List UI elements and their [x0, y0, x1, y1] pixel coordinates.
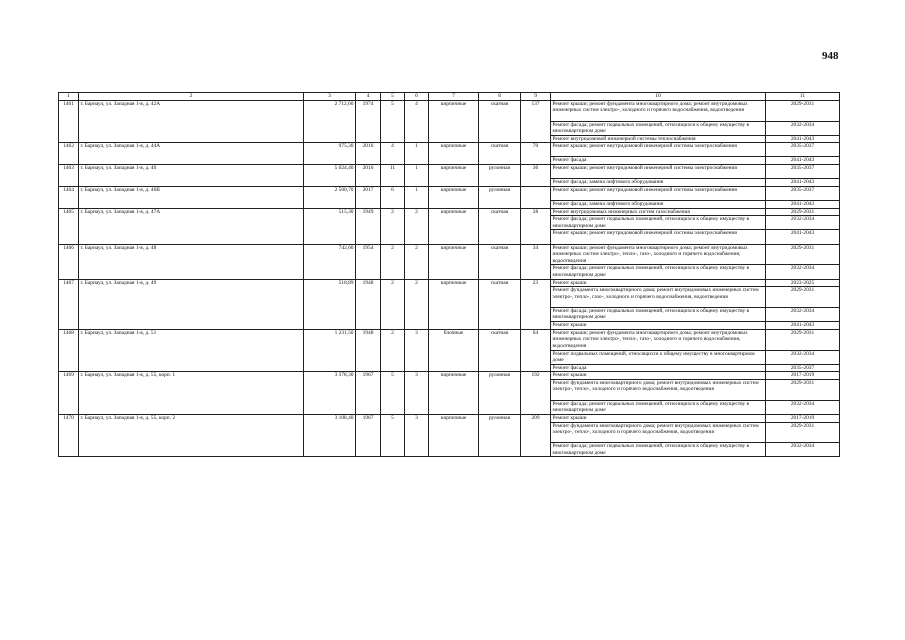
work-term: 2035-2037	[766, 143, 840, 157]
building-entrances: 2	[405, 279, 429, 329]
col-header: 2	[79, 93, 304, 101]
building-entrances: 2	[405, 208, 429, 244]
building-area: 518,89	[304, 279, 356, 329]
building-floors: 5	[381, 100, 405, 143]
work-term: 2041-2043	[766, 230, 840, 244]
work-description: Ремонт крыши	[551, 322, 766, 330]
work-term: 2035-2037	[766, 165, 840, 179]
building-number: 1461	[59, 100, 79, 143]
building-address: г. Барнаул, ул. Западная 1-я, д. 44А	[79, 143, 304, 165]
table-row	[59, 372, 840, 380]
building-number: 1464	[59, 186, 79, 208]
col-header: 8	[479, 93, 521, 101]
building-year: 1974	[356, 100, 381, 143]
building-year: 2016	[356, 143, 381, 165]
building-entrances: 3	[405, 414, 429, 457]
work-term: 2032-2034	[766, 216, 840, 230]
work-term: 2041-2043	[766, 179, 840, 187]
work-term: 2032-2034	[766, 400, 840, 414]
work-description: Ремонт внутридомовой инженерной системы теплоснабжения	[551, 135, 766, 143]
building-address: г. Барнаул, ул. Западная 1-я, д. 46В	[79, 186, 304, 208]
work-term: 2041-2043	[766, 322, 840, 330]
building-entrances: 3	[405, 329, 429, 372]
work-description: Ремонт фундамента многоквартирного дома; ремонт внутридомовых инженерных систем электро-, тепло-, холодного и горячего водоснабжения, водоотведения	[551, 379, 766, 400]
table-row	[59, 186, 840, 200]
table-body	[59, 100, 840, 457]
col-header: 4	[356, 93, 381, 101]
roof-type: скатная	[479, 279, 521, 329]
building-number: 1466	[59, 244, 79, 279]
work-term: 2029-2031	[766, 208, 840, 216]
building-floors: 2	[381, 208, 405, 244]
building-floors: 11	[381, 165, 405, 187]
work-description: Ремонт крыши; ремонт фундамента многоквартирного дома; ремонт внутридомовых инженерных систем электро-, тепло-, газо-, холодного и горячего водоснабжения, водоотведения	[551, 244, 766, 265]
building-address: г. Барнаул, ул. Западная 1-я, д. 46	[79, 165, 304, 187]
apartment-count: 209	[521, 414, 551, 457]
building-entrances: 1	[405, 186, 429, 208]
table-row	[59, 279, 840, 287]
work-term: 2017-2019	[766, 372, 840, 380]
roof-type: скатная	[479, 329, 521, 372]
building-floors: 2	[381, 279, 405, 329]
work-description: Ремонт фасада; ремонт подвальных помещений, относящихся к общему имуществу в многоквартирном доме	[551, 216, 766, 230]
work-description: Ремонт фасада	[551, 157, 766, 165]
work-term: 2032-2034	[766, 443, 840, 457]
apartment-count: 36	[521, 165, 551, 187]
col-header: 6	[405, 93, 429, 101]
apartment-count: 23	[521, 279, 551, 329]
work-term: 2029-2031	[766, 379, 840, 400]
wall-material: кирпичные	[429, 244, 479, 279]
roof-type: скатная	[479, 208, 521, 244]
building-entrances: 3	[405, 372, 429, 415]
table-row	[59, 329, 840, 350]
work-term: 2029-2031	[766, 329, 840, 350]
building-year: 1948	[356, 329, 381, 372]
work-term: 2032-2034	[766, 307, 840, 321]
work-description: Ремонт крыши; ремонт фундамента многоквартирного дома; ремонт внутридомовых инженерных систем электро-, холодного и горячего водоснабжения, водоотведения	[551, 100, 766, 121]
work-term: 2029-2031	[766, 422, 840, 443]
wall-material: кирпичные	[429, 100, 479, 143]
work-description: Ремонт фасада; замена лифтового оборудования	[551, 179, 766, 187]
building-number: 1467	[59, 279, 79, 329]
building-floors: 2	[381, 329, 405, 372]
work-term: 2029-2031	[766, 244, 840, 265]
col-header: 1	[59, 93, 79, 101]
work-description: Ремонт фундамента многоквартирного дома; ремонт внутридомовых инженерных систем электро-, тепло-, холодного и горячего водоснабжения, водоотведения	[551, 422, 766, 443]
table-row	[59, 100, 840, 121]
work-description: Ремонт фасада	[551, 364, 766, 372]
building-address: г. Барнаул, ул. Западная 1-я, д. 42А	[79, 100, 304, 143]
col-header: 10	[551, 93, 766, 101]
work-description: Ремонт фасада; ремонт подвальных помещений, относящихся к общему имуществу в многоквартирном доме	[551, 400, 766, 414]
work-description: Ремонт крыши	[551, 414, 766, 422]
building-floors: 5	[381, 414, 405, 457]
table-row	[59, 244, 840, 265]
col-header: 9	[521, 93, 551, 101]
roof-type: скатная	[479, 244, 521, 279]
work-description: Ремонт крыши	[551, 372, 766, 380]
roof-type: рулонная	[479, 372, 521, 415]
building-number: 1470	[59, 414, 79, 457]
roof-type: рулонная	[479, 165, 521, 187]
building-floors: 5	[381, 372, 405, 415]
building-area: 742,60	[304, 244, 356, 279]
building-entrances: 1	[405, 165, 429, 187]
building-year: 1948	[356, 279, 381, 329]
roof-type: скатная	[479, 143, 521, 165]
building-address: г. Барнаул, ул. Западная 1-я, д. 47А	[79, 208, 304, 244]
roof-type: скатная	[479, 100, 521, 143]
building-entrances: 1	[405, 143, 429, 165]
header-row	[59, 93, 840, 101]
building-entrances: 2	[405, 244, 429, 279]
table-row	[59, 143, 840, 157]
work-description: Ремонт внутридомовых инженерных систем газоснабжения	[551, 208, 766, 216]
work-description: Ремонт фасада; ремонт подвальных помещений, относящихся к общему имуществу в многоквартирном доме	[551, 121, 766, 135]
work-term: 2041-2043	[766, 157, 840, 165]
building-year: 1967	[356, 372, 381, 415]
wall-material: блочные	[429, 329, 479, 372]
apartment-count: 28	[521, 208, 551, 244]
building-floors: 6	[381, 186, 405, 208]
building-floors: 4	[381, 143, 405, 165]
capital-repair-table	[58, 92, 840, 457]
wall-material: кирпичные	[429, 414, 479, 457]
work-term: 2023-2025	[766, 279, 840, 287]
wall-material: кирпичные	[429, 186, 479, 208]
building-address: г. Барнаул, ул. Западная 1-я, д. 49	[79, 279, 304, 329]
work-term: 2029-2031	[766, 100, 840, 121]
building-entrances: 4	[405, 100, 429, 143]
building-year: 1949	[356, 208, 381, 244]
building-floors: 2	[381, 244, 405, 279]
building-area: 2 500,70	[304, 186, 356, 208]
work-description: Ремонт крыши; ремонт внутридомовой инженерной системы электроснабжения	[551, 143, 766, 157]
building-address: г. Барнаул, ул. Западная 1-я, д. 48	[79, 244, 304, 279]
building-area: 515,30	[304, 208, 356, 244]
building-number: 1465	[59, 208, 79, 244]
table-row	[59, 208, 840, 216]
building-address: г. Барнаул, ул. Западная 1-я, д. 51	[79, 329, 304, 372]
building-area: 3 378,30	[304, 372, 356, 415]
work-description: Ремонт крыши; ремонт внутридомовой инженерной системы электроснабжения	[551, 186, 766, 200]
building-number: 1463	[59, 165, 79, 187]
table-row	[59, 414, 840, 422]
building-number: 1462	[59, 143, 79, 165]
building-number: 1468	[59, 329, 79, 372]
apartment-count: 192	[521, 372, 551, 415]
apartment-count	[521, 186, 551, 208]
work-term: 2041-2043	[766, 135, 840, 143]
work-term: 2032-2034	[766, 121, 840, 135]
work-term: 2041-2043	[766, 201, 840, 209]
table-row	[59, 165, 840, 179]
apartment-count: 70	[521, 143, 551, 165]
roof-type: рулонная	[479, 186, 521, 208]
apartment-count: 34	[521, 244, 551, 279]
work-description: Ремонт фасада; замена лифтового оборудования	[551, 201, 766, 209]
work-description: Ремонт крыши; ремонт фундамента многоквартирного дома; ремонт внутридомовых инженерных систем электро-, тепло-, газо-, холодного и горячего водоснабжения, водоотведения	[551, 329, 766, 350]
work-term: 2035-2037	[766, 186, 840, 200]
building-area: 3 108,40	[304, 414, 356, 457]
apartment-count: 64	[521, 329, 551, 372]
work-term: 2032-2034	[766, 265, 840, 279]
work-term: 2017-2019	[766, 414, 840, 422]
wall-material: кирпичные	[429, 279, 479, 329]
building-address: г. Барнаул, ул. Западная 1-я, д. 55, корп. 1	[79, 372, 304, 415]
wall-material: кирпичные	[429, 165, 479, 187]
building-year: 2016	[356, 165, 381, 187]
building-number: 1469	[59, 372, 79, 415]
apartment-count: 137	[521, 100, 551, 143]
page-number: 948	[822, 50, 839, 62]
work-description: Ремонт фундамента многоквартирного дома; ремонт внутридомовых инженерных систем электро-, тепло-, газо-, холодного и горячего водоснабжения, водоотведения	[551, 287, 766, 308]
work-description: Ремонт фасада; ремонт подвальных помещений, относящихся к общему имуществу в многоквартирном доме	[551, 307, 766, 321]
building-year: 1954	[356, 244, 381, 279]
work-description: Ремонт фасада; ремонт подвальных помещений, относящихся к общему имуществу в многоквартирном доме	[551, 265, 766, 279]
wall-material: кирпичные	[429, 143, 479, 165]
col-header: 11	[766, 93, 840, 101]
work-term: 2035-2037	[766, 364, 840, 372]
col-header: 3	[304, 93, 356, 101]
building-address: г. Барнаул, ул. Западная 1-я, д. 55, корп. 2	[79, 414, 304, 457]
building-year: 2017	[356, 186, 381, 208]
work-description: Ремонт подвальных помещений, относящихся к общему имуществу в многоквартирном доме	[551, 350, 766, 364]
work-description: Ремонт крыши; ремонт внутридомовой инженерной системы электроснабжения	[551, 230, 766, 244]
roof-type: рулонная	[479, 414, 521, 457]
building-area: 2 712,60	[304, 100, 356, 143]
work-description: Ремонт фасада; ремонт подвальных помещений, относящихся к общему имуществу в многоквартирном доме	[551, 443, 766, 457]
work-term: 2032-2034	[766, 350, 840, 364]
wall-material: кирпичные	[429, 372, 479, 415]
work-term: 2029-2031	[766, 287, 840, 308]
work-description: Ремонт крыши	[551, 279, 766, 287]
work-description: Ремонт крыши; ремонт внутридомовой инженерной системы электроснабжения	[551, 165, 766, 179]
building-year: 1967	[356, 414, 381, 457]
building-area: 975,30	[304, 143, 356, 165]
wall-material: кирпичные	[429, 208, 479, 244]
building-area: 5 024,40	[304, 165, 356, 187]
building-area: 1 231,50	[304, 329, 356, 372]
col-header: 5	[381, 93, 405, 101]
col-header: 7	[429, 93, 479, 101]
